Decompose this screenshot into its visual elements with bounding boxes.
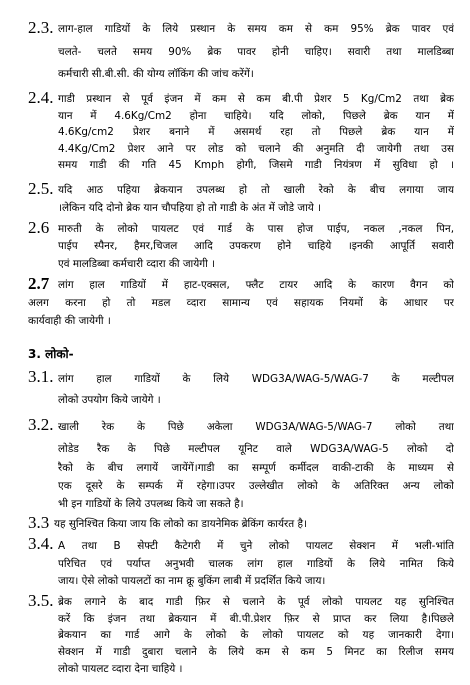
text-line: सेक्शन में गाडी दुबारा चलाने के लिये कम से कम 5 मिनट का रिलीज समय (58, 646, 454, 658)
text-line: लोको पायलट व्दारा देना चाहिये । (58, 663, 183, 675)
text-line: एक दूसरे के सम्पर्क में रहेगा।उपर उल्लेखीत लोको के अतिरिक्त अन्य लोको (58, 480, 454, 492)
text-line: ।लेकिन यदि दोनो ब्रेक यान चौपहिया हो तो गाडी के अंत में जोडे जाये । (58, 202, 322, 214)
text-line: समय गाडी की गति 45 Kmph होगी, जिसमे गाडी नियंत्रण में सुविधा हो । (58, 159, 454, 171)
text-line: कर्मचारी सी.बी.सी. की योग्य लॉकिंग की जांच करेंगें। (58, 68, 254, 80)
text-line: यान में 4.6Kg/Cm2 होना चाहिये। यदि लोको, पिछले ब्रेक यान में (58, 110, 454, 122)
text-line: कार्यवाही की जायेगी । (28, 315, 111, 327)
text-line: एवं मालडिब्बा कर्मचारी व्दारा की जायेगी । (58, 258, 216, 270)
text-line: A तथा B सेफ्टी कैटेगरी में चुने लोको पायलट सेक्शन में भली-भांति (58, 540, 454, 552)
text-line: मारुती के लोको पायलट एवं गार्ड के पास होज पाईप, नकल ,नकल पिन, (58, 223, 454, 235)
text-line: ब्रेक लगाने के बाद गाडी फ़िर से चलाने के पूर्व लोको पायलट यह सुनिश्चित (58, 596, 454, 608)
text-line: जाय। ऐसे लोको पायलटों का नाम क्रू बुकिंग लाबी में प्रदर्शित किये जाय। (58, 575, 326, 587)
text-line: अलग करना हो तो मडल व्दारा सामान्य एवं सहायक नियमों के आधार पर (28, 297, 454, 309)
text-line: 4.6Kg/cm2 प्रेशर बनाने में असमर्थ रहा तो पिछले ब्रेक यान में (58, 126, 454, 138)
paragraph-number: 2.5. (28, 179, 54, 198)
text-line: खाली रेक के पिछे अकेला WDG3A/WAG-5/WAG-7 लोको तथा (58, 421, 454, 433)
text-line: लांग हाल गाडियों में हाट-एक्सल, फ्लैट टायर आदि के कारण वैगन को (58, 279, 454, 291)
text-line: भी इन गाडियों के लिये उपलब्ध किये जा सकते है। (58, 498, 244, 510)
text-line: पाईप स्पैनर, हैमर,चिजल आदि उपकरण होने चाहिये ।इनकी आपूर्ति सवारी (58, 240, 454, 252)
text-line: परिचित एवं पर्याप्त अनुभवी चालक लांग हाल गाडियों के लिये नामित किये (58, 558, 454, 570)
text-line: 4.4Kg/Cm2 प्रेशर आने पर लोड को चलाने की अनुमति दी जायेगी तथा उस (58, 143, 454, 155)
paragraph-number: 3.1. (28, 367, 54, 386)
text-line: करें कि इंजन तथा ब्रेकयान में बी.पी.प्रेशर फ़िर से प्राप्त कर लिया है।पिछले (58, 613, 454, 625)
paragraph-number: 3.2. (28, 415, 54, 434)
section-heading: 3. लोको- (28, 347, 74, 361)
text-line: लोको उपयोग किये जायेगे । (58, 394, 161, 406)
paragraph-number: 3.4. (28, 534, 54, 553)
text-line: गाडी प्रस्थान से पूर्व इंजन में कम से कम बी.पी प्रेशर 5 Kg/Cm2 तथा ब्रेक (58, 93, 454, 105)
text-line: लोडेड रैक के पिछे मल्टीपल यूनिट वाले WDG3A/WAG-5 लोको दो (58, 443, 454, 455)
text-line: ब्रेकयान का गार्ड आगे के लोको के लोको पायलट को यह जानकारी देगा। (58, 629, 454, 641)
text-line: रैको के बीच लगायें जायेंगें।गाडी का सम्पूर्ण कर्मीदल वाकी-टाकी के माध्यम से (58, 462, 454, 474)
paragraph-number: 2.7 (28, 274, 50, 293)
text-line: चलते- चलते समय 90% ब्रेक पावर होनी चाहिए। सवारी तथा मालडिब्बा (58, 46, 454, 58)
text-line: लांग हाल गाडियों के लिये WDG3A/WAG-5/WAG-7 के मल्टीपल (58, 373, 454, 385)
paragraph-number: 2.4. (28, 88, 54, 107)
paragraph-number: 2.6 (28, 218, 50, 237)
paragraph-number: 3.3 (28, 513, 50, 532)
paragraph-number: 3.5. (28, 591, 54, 610)
text-line: यदि आठ पहिया ब्रेकयान उपलब्ध हो तो खाली रेको के बीच लगाया जाय (58, 184, 454, 196)
text-line: लाग-हाल गाडियों के लिये प्रस्थान के समय कम से कम 95% ब्रेक पावर एवं (58, 23, 454, 35)
paragraph-number: 2.3. (28, 18, 54, 37)
text-line: यह सुनिश्चित किया जाय कि लोको का डायनेमिक ब्रेकिंग कार्यरत है। (54, 518, 307, 530)
